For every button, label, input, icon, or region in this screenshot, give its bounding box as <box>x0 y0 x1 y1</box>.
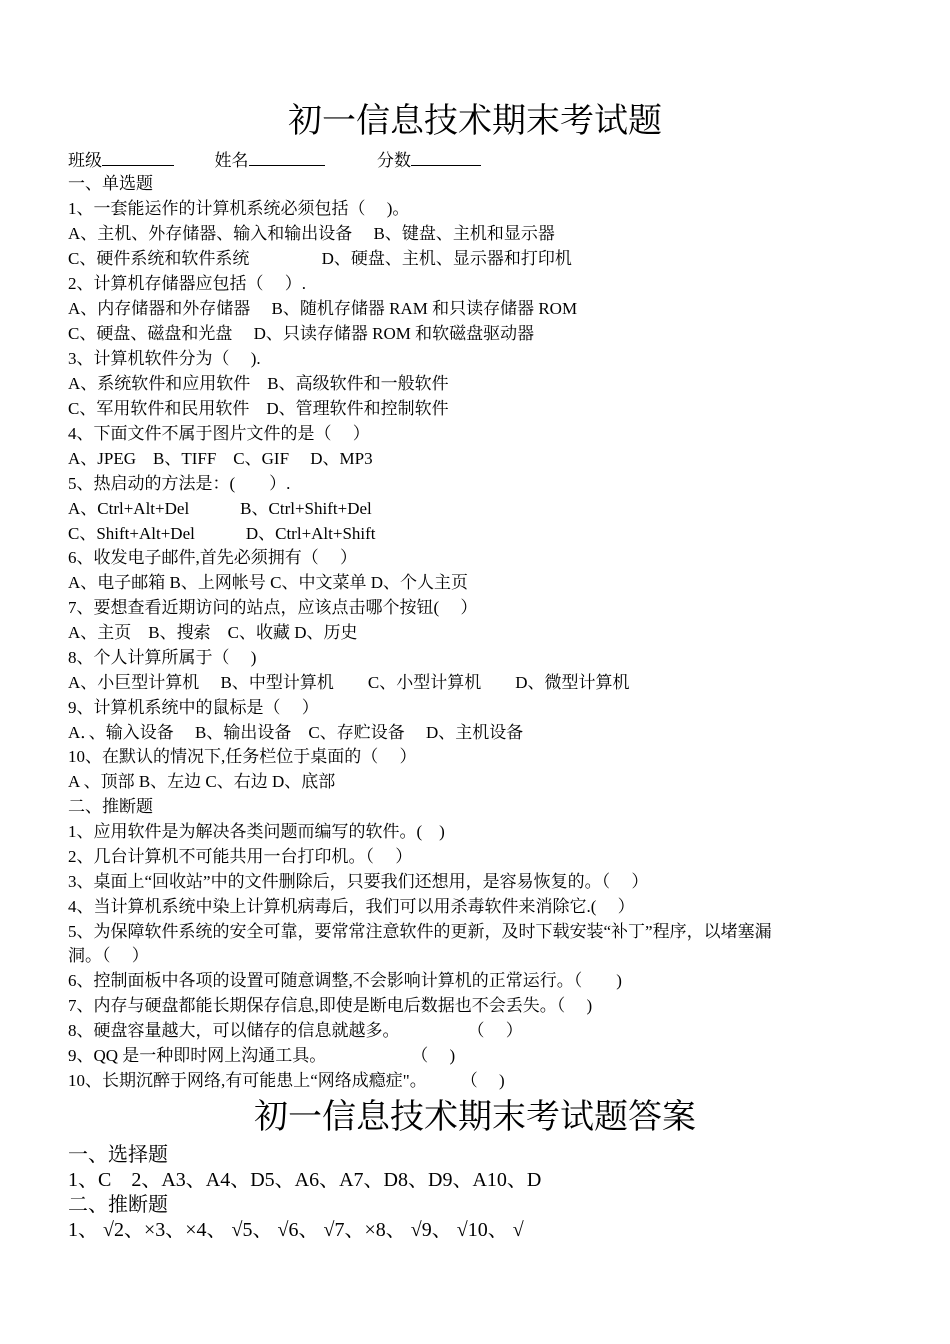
question-5-options-ab: A、Ctrl+Alt+Del B、Ctrl+Shift+Del <box>68 499 372 518</box>
section1-title: 一、单选题 <box>68 174 153 193</box>
question-8: 8、个人计算所属于（ ) <box>68 648 257 667</box>
question-5-options-cd: C、Shift+Alt+Del D、Ctrl+Alt+Shift <box>68 524 376 543</box>
question-2-options-ab: A、内存储器和外存储器 B、随机存储器 RAM 和只读存储器 ROM <box>68 299 578 318</box>
question-3-options-ab: A、系统软件和应用软件 B、高级软件和一般软件 <box>68 374 449 393</box>
question-10-options: A 、顶部 B、左边 C、右边 D、底部 <box>68 772 336 791</box>
score-blank <box>411 148 481 166</box>
name-blank <box>249 148 325 166</box>
judgment-1: 1、应用软件是为解决各类问题而编写的软件。( ) <box>68 822 445 841</box>
question-6: 6、收发电子邮件,首先必须拥有（ ） <box>68 548 357 567</box>
question-1-options-cd: C、硬件系统和软件系统 D、硬盘、主机、显示器和打印机 <box>68 249 572 268</box>
answers-section2: 1、 √2、×3、×4、 √5、 √6、 √7、×8、 √9、 √10、 √ <box>68 1219 524 1241</box>
question-9: 9、计算机系统中的鼠标是（ ） <box>68 698 319 717</box>
answers-section2-title: 二、推断题 <box>68 1194 168 1216</box>
question-1-options-ab: A、主机、外存储器、输入和输出设备 B、键盘、主机和显示器 <box>68 224 555 243</box>
question-3-options-cd: C、军用软件和民用软件 D、管理软件和控制软件 <box>68 399 449 418</box>
judgment-3: 3、桌面上“回收站”中的文件删除后，只要我们还想用，是容易恢复的。（ ） <box>68 872 649 891</box>
class-label: 班级 <box>68 151 102 170</box>
judgment-9: 9、QQ 是一种即时网上沟通工具。 （ ) <box>68 1046 456 1065</box>
question-3: 3、计算机软件分为（ ). <box>68 349 261 368</box>
question-7: 7、要想查看近期访问的站点，应该点击哪个按钮( ） <box>68 598 478 617</box>
name-label: 姓名 <box>214 151 249 170</box>
judgment-10: 10、长期沉醉于网络,有可能患上“网络成瘾症"。 （ ) <box>68 1071 505 1090</box>
judgment-2: 2、几台计算机不可能共用一台打印机。（ ） <box>68 847 413 866</box>
exam-title: 初一信息技术期末考试题 <box>288 103 662 140</box>
student-info-header <box>68 148 481 172</box>
answers-title: 初一信息技术期末考试题答案 <box>254 1099 696 1136</box>
judgment-5: 5、为保障软件系统的安全可靠，要常常注意软件的更新，及时下载安装“补丁”程序，以堵塞漏 <box>68 922 772 941</box>
answers-section1-title: 一、选择题 <box>68 1144 168 1166</box>
question-9-options: A．、输入设备 B、输出设备 C、存贮设备 D、主机设备 <box>68 723 524 742</box>
question-4-options: A、JPEG B、TIFF C、GIF D、MP3 <box>68 449 373 468</box>
question-7-options: A、主页 B、搜索 C、收藏 D、历史 <box>68 623 358 642</box>
question-1: 1、一套能运作的计算机系统必须包括（ )。 <box>68 199 410 218</box>
judgment-5-continued: 洞。（ ） <box>68 946 149 965</box>
question-4: 4、下面文件不属于图片文件的是（ ） <box>68 424 370 443</box>
class-blank <box>102 148 174 166</box>
score-label: 分数 <box>377 151 411 170</box>
question-10: 10、在默认的情况下,任务栏位于桌面的（ ） <box>68 747 417 766</box>
judgment-7: 7、内存与硬盘都能长期保存信息,即使是断电后数据也不会丢失。（ ) <box>68 996 593 1015</box>
section2-title: 二、推断题 <box>68 797 153 816</box>
judgment-6: 6、控制面板中各项的设置可随意调整,不会影响计算机的正常运行。（ ) <box>68 971 622 990</box>
judgment-8: 8、硬盘容量越大，可以储存的信息就越多。 （ ） <box>68 1021 523 1040</box>
judgment-4: 4、当计算机系统中染上计算机病毒后，我们可以用杀毒软件来消除它.( ） <box>68 897 635 916</box>
answers-section1: 1、C 2、A3、A4、D5、A6、A7、D8、D9、A10、D <box>68 1169 542 1191</box>
question-2: 2、计算机存储器应包括（ ）. <box>68 274 306 293</box>
question-5: 5、热启动的方法是：( ）. <box>68 474 291 493</box>
question-6-options: A、电子邮箱 B、上网帐号 C、中文菜单 D、个人主页 <box>68 573 468 592</box>
question-8-options: A、小巨型计算机 B、中型计算机 C、小型计算机 D、微型计算机 <box>68 673 630 692</box>
question-2-options-cd: C、硬盘、磁盘和光盘 D、只读存储器 ROM 和软磁盘驱动器 <box>68 324 535 343</box>
